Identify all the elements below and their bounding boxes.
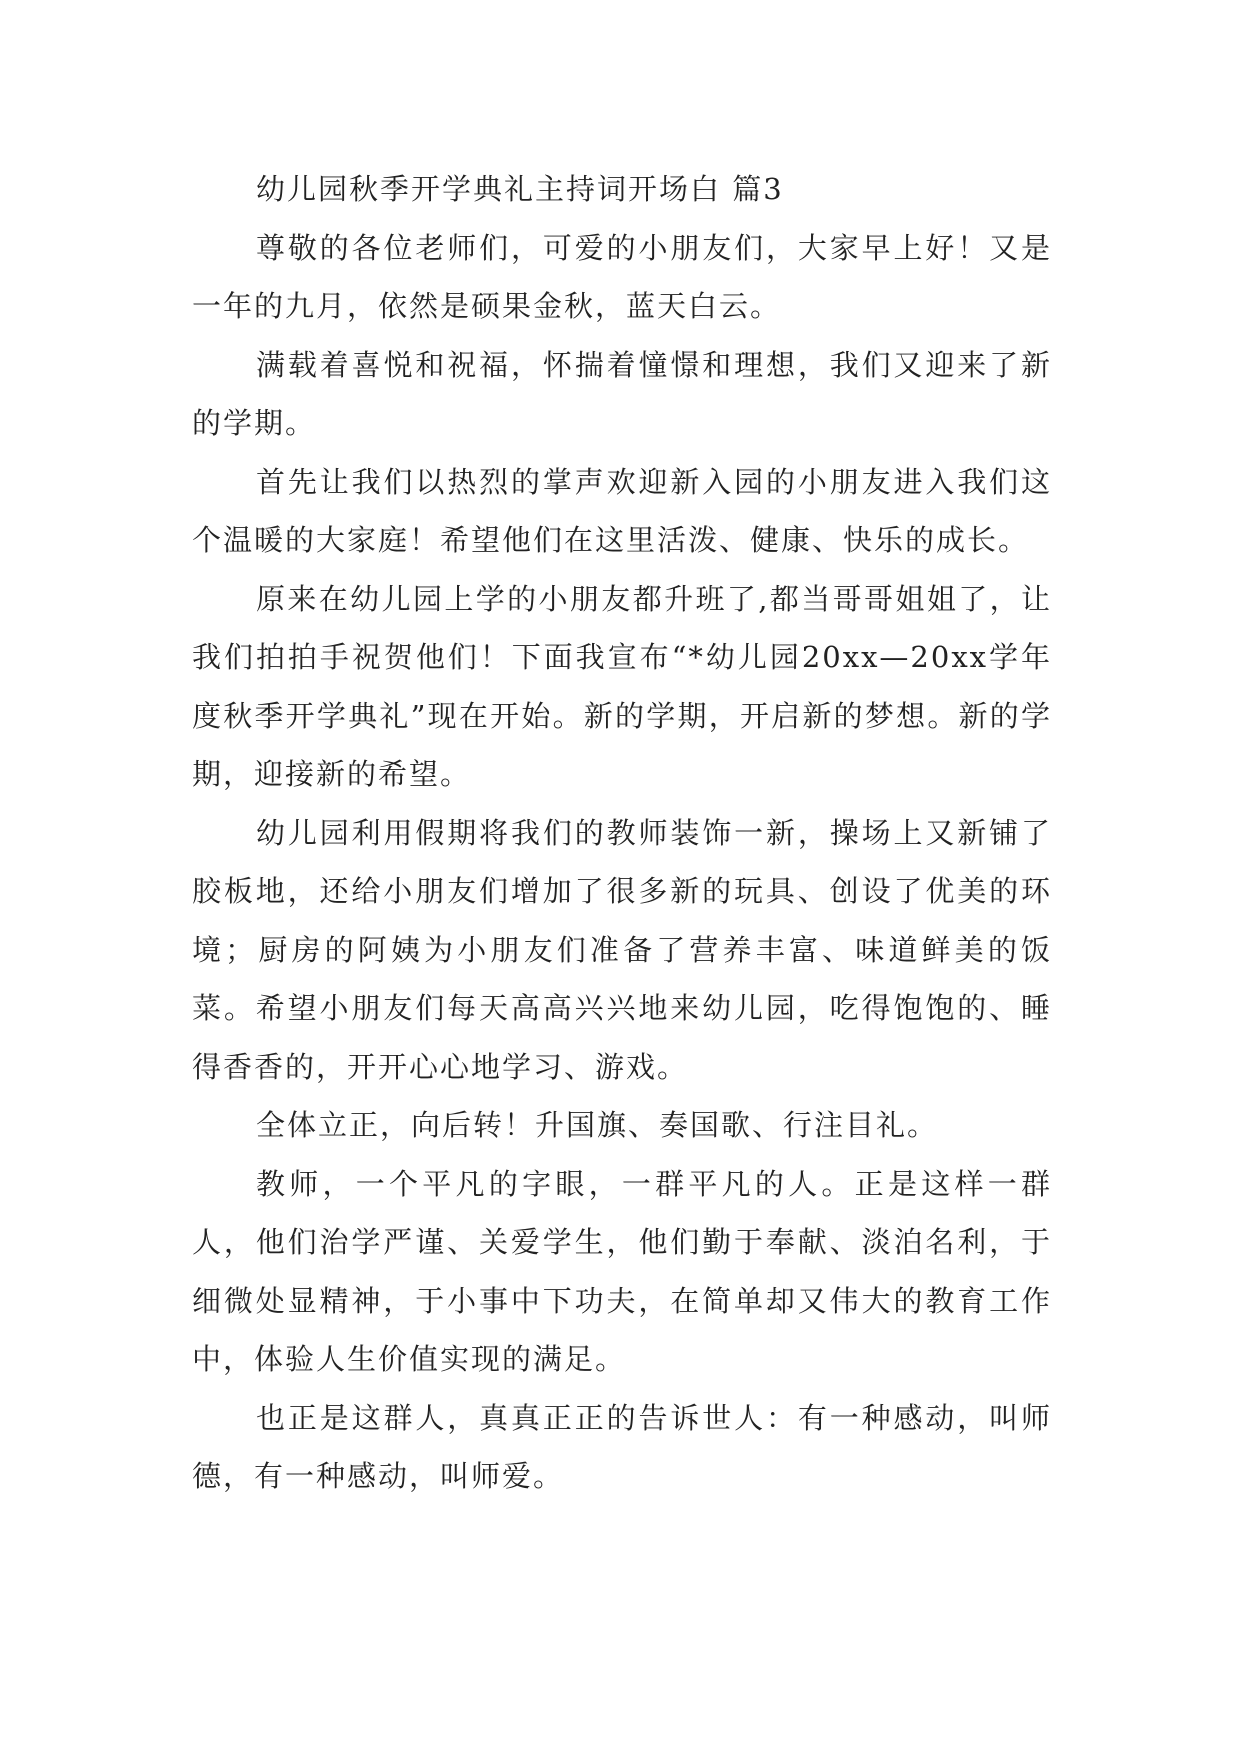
document-title: 幼儿园秋季开学典礼主持词开场白 篇3 <box>256 172 784 206</box>
paragraph-welcome: 首先让我们以热烈的掌声欢迎新入园的小朋友进入我们这个温暖的大家庭！希望他们在这里活泼、健康、快乐的成长。 <box>192 464 1052 557</box>
paragraph-announcement: 原来在幼儿园上学的小朋友都升班了,都当哥哥姐姐了，让我们拍拍手祝贺他们！下面我宣布“*幼儿园20xx—20xx学年度秋季开学典礼”现在开始。新的学期，开启新的梦想。新的学期，迎接新的希望。 <box>192 581 1052 791</box>
paragraph-greeting: 尊敬的各位老师们，可爱的小朋友们，大家早上好！又是一年的九月，依然是硕果金秋，蓝天白云。 <box>192 230 1052 323</box>
paragraph-new-semester: 满载着喜悦和祝福，怀揣着憧憬和理想，我们又迎来了新的学期。 <box>192 347 1052 440</box>
paragraph-teacher-ethics: 也正是这群人，真真正正的告诉世人：有一种感动，叫师德，有一种感动，叫师爱。 <box>192 1400 1052 1493</box>
document-body <box>192 160 1052 1506</box>
paragraph-teachers: 教师，一个平凡的字眼，一群平凡的人。正是这样一群人，他们治学严谨、关爱学生，他们勤于奉献、淡泊名利，于细微处显精神，于小事中下功夫，在简单却又伟大的教育工作中，体验人生价值实现的满足。 <box>192 1166 1052 1376</box>
paragraph-environment: 幼儿园利用假期将我们的教师装饰一新，操场上又新铺了胶板地，还给小朋友们增加了很多新的玩具、创设了优美的环境；厨房的阿姨为小朋友们准备了营养丰富、味道鲜美的饭菜。希望小朋友们每天高高兴兴地来幼儿园，吃得饱饱的、睡得香香的，开开心心地学习、游戏。 <box>192 815 1052 1084</box>
paragraph-flag-ceremony: 全体立正，向后转！升国旗、奏国歌、行注目礼。 <box>256 1108 939 1142</box>
